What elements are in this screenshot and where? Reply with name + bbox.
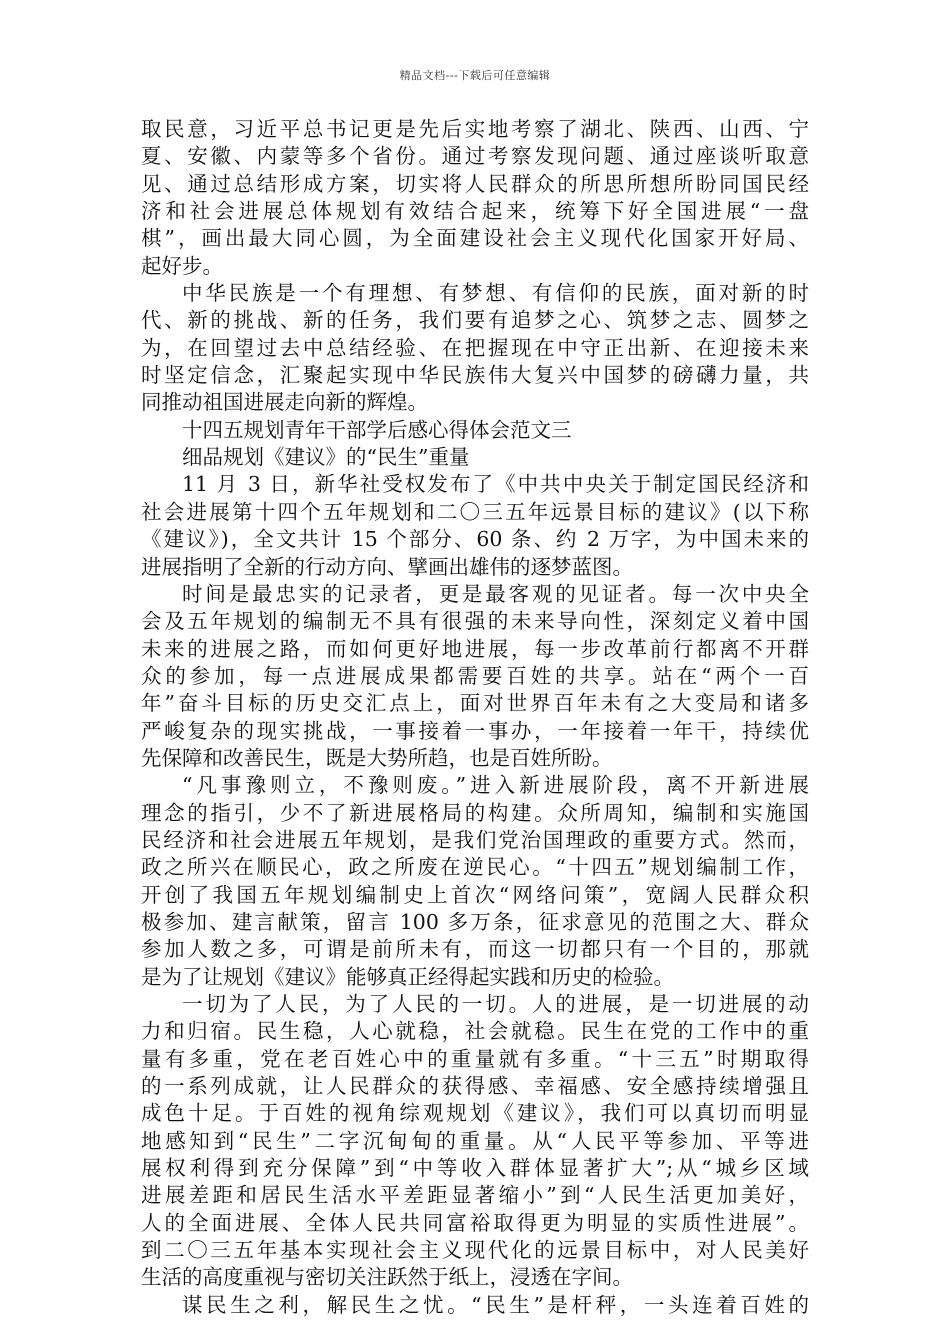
text-line: 是为了让规划《建议》能够真正经得起实践和历史的检验。: [141, 964, 674, 989]
text-line: 细品规划《建议》的“民生”重量: [182, 445, 470, 470]
text-line: 极参加、建言献策，留言 100 多万条，征求意见的范围之大、群众: [141, 909, 809, 934]
text-line: 的一系列成就，让人民群众的获得感、幸福感、安全感持续增强且: [141, 1074, 809, 1099]
document-body: [141, 116, 809, 1319]
text-line: 谋民生之利，解民生之忧。“民生”是杆秤，一头连着百姓的: [182, 1292, 809, 1317]
text-line: 一切为了人民，为了人民的一切。人的进展，是一切进展的动: [182, 992, 809, 1016]
text-line: 进展差距和居民生活水平差距显著缩小”到“人民生活更加美好，: [141, 1183, 809, 1208]
text-line: 地感知到“民生”二字沉甸甸的重量。从“人民平等参加、平等进: [141, 1128, 809, 1153]
text-line: 严峻复杂的现实挑战，一事接着一事办，一年接着一年干，持续优: [141, 718, 809, 743]
text-line: 11 月 3 日，新华社受权发布了《中共中央关于制定国民经济和: [182, 472, 809, 497]
text-line: 时间是最忠实的记录者，更是最客观的见证者。每一次中央全: [182, 581, 809, 606]
text-line: 生活的高度重视与密切关注跃然于纸上，浸透在字间。: [141, 1265, 633, 1290]
text-line: 会及五年规划的编制无不具有很强的未来导向性，深刻定义着中国: [141, 609, 809, 634]
text-line: 十四五规划青年干部学后感心得体会范文三: [182, 417, 572, 442]
text-line: 量有多重，党在老百姓心中的重量就有多重。“十三五”时期取得: [141, 1046, 809, 1071]
text-line: 民经济和社会进展五年规划，是我们党治国理政的重要方式。然而，: [141, 827, 809, 852]
text-line: 社会进展第十四个五年规划和二〇三五年远景目标的建议》(以下称: [141, 499, 809, 524]
text-line: 力和归宿。民生稳，人心就稳，社会就稳。民生在党的工作中的重: [141, 1019, 809, 1044]
text-line: 中华民族是一个有理想、有梦想、有信仰的民族，面对新的时: [182, 281, 809, 306]
text-line: 开创了我国五年规划编制史上首次“网络问策”，宽阔人民群众积: [141, 882, 809, 907]
text-line: 展权利得到充分保障”到“中等收入群体显著扩大”;从“城乡区域: [141, 1156, 809, 1181]
text-line: 未来的进展之路，而如何更好地进展，每一步改革前行都离不开群: [141, 636, 809, 661]
text-line: 取民意，习近平总书记更是先后实地考察了湖北、陕西、山西、宁: [141, 117, 809, 141]
text-line: 《建议》)，全文共计 15 个部分、60 条、约 2 万字，为中国未来的: [141, 527, 809, 552]
text-line: 代、新的挑战、新的任务，我们要有追梦之心、筑梦之志、圆梦之: [141, 308, 809, 333]
text-line: 理念的指引，少不了新进展格局的构建。众所周知，编制和实施国: [141, 800, 809, 825]
text-line: 政之所兴在顺民心，政之所废在逆民心。“十四五”规划编制工作，: [141, 855, 809, 880]
page-header: 精品文档---下载后可任意编辑: [399, 69, 551, 82]
text-line: 到二〇三五年基本实现社会主义现代化的远景目标中，对人民美好: [141, 1238, 809, 1263]
text-line: 同推动祖国进展走向新的辉煌。: [141, 390, 428, 415]
text-line: 年”奋斗目标的历史交汇点上，面对世界百年未有之大变局和诸多: [141, 691, 809, 716]
text-line: 人的全面进展、全体人民共同富裕取得更为明显的实质性进展”。: [141, 1210, 809, 1235]
text-line: 众的参加，每一点进展成果都需要百姓的共享。站在“两个一百: [141, 663, 809, 688]
text-line: 起好步。: [141, 253, 223, 278]
text-line: 为，在回望过去中总结经验、在把握现在中守正出新、在迎接未来: [141, 335, 809, 360]
text-line: 见、通过总结形成方案，切实将人民群众的所思所想所盼同国民经: [141, 171, 809, 196]
text-line: 时坚定信念，汇聚起实现中华民族伟大复兴中国梦的磅礴力量，共: [141, 363, 809, 388]
text-line: 先保障和改善民生，既是大势所趋，也是百姓所盼。: [141, 745, 613, 770]
text-line: 进展指明了全新的行动方向、擘画出雄伟的逐梦蓝图。: [141, 554, 633, 579]
text-line: 参加人数之多，可谓是前所未有，而这一切都只有一个目的，那就: [141, 937, 809, 962]
text-line: 成色十足。于百姓的视角综观规划《建议》，我们可以真切而明显: [141, 1101, 809, 1126]
text-line: 夏、安徽、内蒙等多个省份。通过考察发现问题、通过座谈听取意: [141, 144, 809, 169]
text-line: “凡事豫则立，不豫则废。”进入新进展阶段，离不开新进展: [182, 773, 809, 798]
text-line: 棋”，画出最大同心圆，为全面建设社会主义现代化国家开好局、: [141, 226, 809, 251]
text-line: 济和社会进展总体规划有效结合起来，统筹下好全国进展“一盘: [141, 199, 809, 224]
